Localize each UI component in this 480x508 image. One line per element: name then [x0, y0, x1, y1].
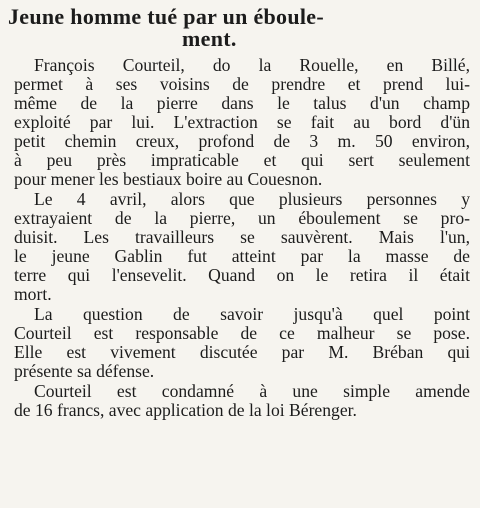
paragraph-2-line-3: duisit. Les travailleurs se sauvèrent. Mais l'un,: [14, 227, 470, 247]
paragraph-1-line-5: petit chemin creux, profond de 3 m. 50 environ,: [14, 131, 470, 151]
paragraph-2-line-6: mort.: [14, 284, 52, 304]
paragraph-3-line-4: présente sa défense.: [14, 361, 155, 381]
paragraph-1-line-6: à peu près impraticable et qui sert seulement: [14, 150, 470, 170]
paragraph-3-line-2: Courteil est responsable de ce malheur se pose.: [14, 323, 470, 343]
paragraph-4-line-1: Courteil est condamné à une simple amende: [34, 381, 470, 401]
paragraph-1-line-3: même de la pierre dans le talus d'un champ: [14, 93, 470, 113]
paragraph-2-line-5: terre qui l'ensevelit. Quand on le retira il était: [14, 265, 470, 285]
paragraph-1-line-1: François Courteil, do la Rouelle, en Billé,: [34, 55, 470, 75]
paragraph-3-line-3: Elle est vivement discutée par M. Bréban qui: [14, 342, 470, 362]
paragraph-3-line-1: La question de savoir jusqu'à quel point: [34, 304, 470, 324]
headline-line-1: Jeune homme tué par un éboule-: [8, 4, 324, 29]
paragraph-1-line-7: pour mener les bestiaux boire au Couesnon.: [14, 169, 323, 189]
paragraph-2-line-2: extrayaient de la pierre, un éboulement se pro-: [14, 208, 470, 228]
paragraph-1-line-2: permet à ses voisins de prendre et prend lui-: [14, 74, 470, 94]
paragraph-2-line-1: Le 4 avril, alors que plusieurs personnes y: [34, 189, 470, 209]
headline-line-2: ment.: [182, 26, 237, 51]
paragraph-4-line-2: de 16 francs, avec application de la loi Bérenger.: [14, 400, 357, 420]
paragraph-2-line-4: le jeune Gablin fut atteint par la masse de: [14, 246, 470, 266]
paragraph-1-line-4: exploité par lui. L'extraction se fait au bord d'ün: [14, 112, 470, 132]
